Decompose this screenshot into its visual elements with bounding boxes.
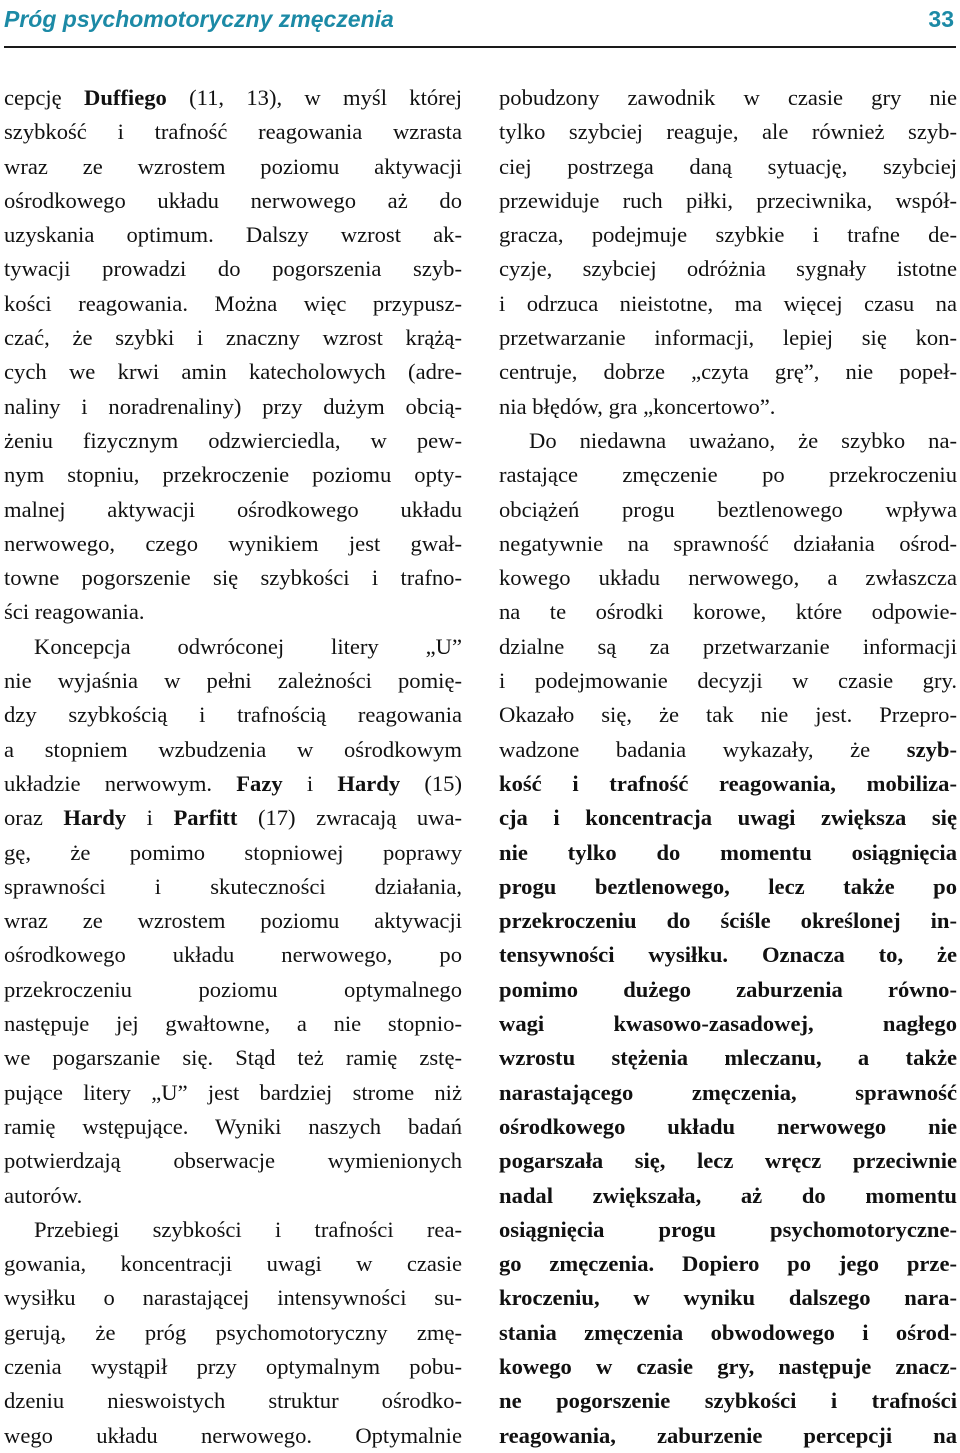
text-run: czenia wystąpił przy optymalnym pobu- — [4, 1353, 462, 1379]
bold-text: cja i koncentracja uwagi zwiększa się — [499, 805, 957, 831]
bold-text: pomimo dużego zaburzenia równo- — [499, 976, 957, 1002]
text-run: tylko szybciej reaguje, ale również szyb- — [499, 119, 957, 145]
text-line — [499, 801, 957, 835]
text-run: nie wyjaśnia w pełni zależności pomię- — [4, 668, 462, 694]
text-line — [499, 218, 957, 252]
text-run: potwierdzają obserwacje wymienionych — [4, 1148, 462, 1174]
bold-text: progu beztlenowego, lecz także po — [499, 873, 957, 899]
text-run: we pogarszanie się. Stąd też ramię zstę- — [4, 1045, 462, 1071]
bold-text: osiągnięcia progu psychomotoryczne- — [499, 1216, 957, 1242]
text-line — [4, 870, 462, 904]
text-line — [4, 1247, 462, 1281]
running-header — [4, 0, 956, 48]
text-line — [499, 938, 957, 972]
bold-text: przekroczeniu do ściśle określonej in- — [499, 908, 957, 934]
text-line — [499, 1247, 957, 1281]
text-line — [499, 836, 957, 870]
text-line — [499, 1419, 957, 1453]
text-run: na te ośrodki korowe, które odpowie- — [499, 599, 957, 625]
bold-text: kość i trafność reagowania, mobiliza- — [499, 770, 957, 796]
text-line — [4, 801, 462, 835]
text-line — [499, 184, 957, 218]
text-run: uzyskania optimum. Dalszy wzrost ak- — [4, 222, 462, 248]
text-run: cych we krwi amin katecholowych (adre- — [4, 359, 462, 385]
right-text-column — [499, 81, 957, 1453]
text-line — [4, 355, 462, 389]
text-run: żeniu fizycznym odzwierciedla, w pew- — [4, 427, 462, 453]
text-line — [4, 1076, 462, 1110]
text-run: nia błędów, gra „koncertowo”. — [499, 393, 776, 419]
text-line — [499, 698, 957, 732]
text-run: wraz ze wzrostem poziomu aktywacji — [4, 153, 462, 179]
text-run: naliny i noradrenaliny) przy dużym obcią- — [4, 393, 462, 419]
text-run: kości reagowania. Można więc przypusz- — [4, 290, 462, 316]
text-run: towne pogorszenie się szybkości i trafno- — [4, 565, 462, 591]
text-run: wego układu nerwowego. Optymalnie — [4, 1422, 462, 1448]
text-line — [4, 1041, 462, 1075]
text-run: następuje jej gwałtowne, a nie stopnio- — [4, 1011, 462, 1037]
text-line — [4, 1316, 462, 1350]
bold-text: nie tylko do momentu osiągnięcia — [499, 839, 957, 865]
text-run: gerują, że próg psychomotoryczny zmę- — [4, 1319, 462, 1345]
text-line — [4, 493, 462, 527]
text-line — [499, 527, 957, 561]
text-line — [499, 561, 957, 595]
text-line — [499, 1110, 957, 1144]
text-line — [499, 733, 957, 767]
text-line — [4, 458, 462, 492]
bold-text: Hardy — [337, 770, 401, 796]
text-line — [499, 81, 957, 115]
text-run: pobudzony zawodnik w czasie gry nie — [499, 85, 957, 110]
text-run: a stopniem wzbudzenia w ośrodkowym — [4, 736, 462, 762]
text-run: (15) — [400, 770, 462, 796]
bold-text: ne pogorszenie szybkości i trafności — [499, 1388, 957, 1414]
text-line — [4, 938, 462, 972]
text-line — [4, 150, 462, 184]
text-line — [4, 836, 462, 870]
bold-text: go zmęczenia. Dopiero po jego prze- — [499, 1251, 957, 1277]
text-run: kowego układu nerwowego, a zwłaszcza — [499, 565, 957, 591]
text-run: negatywnie na sprawność działania ośrod- — [499, 530, 957, 556]
text-line — [4, 973, 462, 1007]
text-line — [4, 904, 462, 938]
text-line — [4, 81, 462, 115]
text-line — [499, 493, 957, 527]
text-line — [4, 630, 462, 664]
text-line — [499, 664, 957, 698]
bold-text: pogarszała się, lecz wręcz przeciwnie — [499, 1148, 957, 1174]
text-run: malnej aktywacji ośrodkowego układu — [4, 496, 462, 522]
text-run: (11, 13), w myśl której — [166, 85, 462, 110]
text-line — [499, 1041, 957, 1075]
text-run: gowania, koncentracji uwagi w czasie — [4, 1251, 462, 1277]
text-run: przewiduje ruch piłki, przeciwnika, współ- — [499, 187, 957, 213]
text-run: pujące litery „U” jest bardziej strome niż — [4, 1079, 462, 1105]
text-line — [499, 1144, 957, 1178]
text-run: sprawności i skuteczności działania, — [4, 873, 462, 899]
text-line — [499, 1350, 957, 1384]
text-line — [4, 1350, 462, 1384]
text-line — [4, 424, 462, 458]
text-run: nerwowego, czego wynikiem jest gwał- — [4, 530, 462, 556]
text-line — [499, 355, 957, 389]
bold-text: Parfitt — [173, 805, 238, 831]
text-run: wysiłku o narastającej intensywności su- — [4, 1285, 462, 1311]
text-run: Przebiegi szybkości i trafności rea- — [34, 1216, 462, 1242]
text-line — [499, 1316, 957, 1350]
text-run: centruje, dobrze „czyta grę”, nie popeł- — [499, 359, 957, 385]
bold-text: Fazy — [236, 770, 283, 796]
left-text-column — [4, 81, 462, 1453]
text-line — [499, 1179, 957, 1213]
text-run: ośrodkowego układu nerwowego, po — [4, 942, 462, 968]
text-run: czać, że szybki i znaczny wzrost krążą- — [4, 325, 462, 351]
text-line — [499, 595, 957, 629]
text-line — [499, 150, 957, 184]
text-line — [499, 424, 957, 458]
text-run: cepcję — [4, 85, 84, 110]
text-run: rastające zmęczenie po przekroczeniu — [499, 462, 957, 488]
text-line — [499, 458, 957, 492]
text-line — [499, 1281, 957, 1315]
text-run: gracza, podejmuje szybkie i trafne de- — [499, 222, 957, 248]
text-run: oraz — [4, 805, 64, 831]
text-line — [499, 630, 957, 664]
text-run: obciążeń progu beztlenowego wpływa — [499, 496, 957, 522]
text-line — [4, 184, 462, 218]
text-line — [499, 1384, 957, 1418]
text-run: ści reagowania. — [4, 599, 145, 625]
text-run: przetwarzanie informacji, lepiej się kon- — [499, 325, 957, 351]
text-line — [4, 1419, 462, 1453]
text-run: autorów. — [4, 1182, 83, 1208]
text-run: gę, że pomimo stopniowej poprawy — [4, 839, 462, 865]
text-line — [4, 733, 462, 767]
text-line — [4, 698, 462, 732]
bold-text: nadal zwiększała, aż do momentu — [499, 1182, 957, 1208]
text-line — [4, 1144, 462, 1178]
text-line — [4, 1007, 462, 1041]
bold-text: szyb- — [906, 736, 957, 762]
text-run: ramię wstępujące. Wyniki naszych badań — [4, 1113, 462, 1139]
text-line — [4, 1110, 462, 1144]
bold-text: Duffiego — [84, 85, 167, 110]
text-run: Koncepcja odwróconej litery „U” — [34, 633, 462, 659]
text-run: układzie nerwowym. — [4, 770, 237, 796]
text-line — [499, 904, 957, 938]
text-line — [499, 1007, 957, 1041]
text-run: Okazało się, że tak nie jest. Przepro- — [499, 702, 957, 728]
text-line — [499, 115, 957, 149]
bold-text: stania zmęczenia obwodowego i ośrod- — [499, 1319, 957, 1345]
text-run: nym stopniu, przekroczenie poziomu opty- — [4, 462, 462, 488]
text-line — [499, 321, 957, 355]
text-line — [499, 390, 957, 424]
text-line — [499, 870, 957, 904]
text-line — [4, 321, 462, 355]
bold-text: Oznacza to, że — [761, 942, 957, 968]
text-run: dzialne są za przetwarzanie informacji — [499, 633, 957, 659]
text-line — [4, 115, 462, 149]
text-line — [4, 595, 462, 629]
text-run: ciej postrzega daną sytuację, szybciej — [499, 153, 957, 179]
text-line — [4, 664, 462, 698]
text-line — [4, 252, 462, 286]
bold-text: narastającego zmęczenia, sprawność — [499, 1079, 957, 1105]
text-run: i — [126, 805, 174, 831]
bold-text: ośrodkowego układu nerwowego nie — [499, 1113, 957, 1139]
text-run: i — [282, 770, 338, 796]
text-run: wadzone badania wykazały, że — [499, 736, 907, 762]
text-line — [4, 767, 462, 801]
text-line — [4, 1384, 462, 1418]
bold-text: wzrostu stężenia mleczanu, a także — [499, 1045, 957, 1071]
bold-text: tensywności wysiłku. — [499, 942, 729, 968]
text-run: (17) zwracają uwa- — [237, 805, 462, 831]
text-line — [4, 287, 462, 321]
text-line — [4, 1281, 462, 1315]
text-line — [4, 218, 462, 252]
running-title: Próg psychomotoryczny zmęczenia — [4, 6, 394, 32]
text-run: dzeniu nieswoistych struktur ośrodko- — [4, 1388, 462, 1414]
bold-text: kroczeniu, w wyniku dalszego nara- — [499, 1285, 957, 1311]
text-run: szybkość i trafność reagowania wzrasta — [4, 119, 462, 145]
text-line — [4, 527, 462, 561]
text-line — [4, 561, 462, 595]
text-run: cyzje, szybciej odróżnia sygnały istotne — [499, 256, 957, 282]
text-line — [499, 1213, 957, 1247]
text-line — [499, 287, 957, 321]
text-line — [4, 1213, 462, 1247]
text-run: przekroczeniu poziomu optymalnego — [4, 976, 462, 1002]
text-line — [4, 390, 462, 424]
text-run: wraz ze wzrostem poziomu aktywacji — [4, 908, 462, 934]
text-line — [499, 252, 957, 286]
text-run: i podejmowanie decyzji w czasie gry. — [499, 668, 957, 694]
text-line — [499, 973, 957, 1007]
text-line — [4, 1179, 462, 1213]
text-run: i odrzuca nieistotne, ma więcej czasu na — [499, 290, 957, 316]
bold-text: Hardy — [63, 805, 127, 831]
text-run: Do niedawna uważano, że szybko na- — [529, 427, 957, 453]
text-run: tywacji prowadzi do pogorszenia szyb- — [4, 256, 462, 282]
bold-text: reagowania, zaburzenie percepcji na — [499, 1422, 957, 1448]
text-run: dzy szybkością i trafnością reagowania — [4, 702, 462, 728]
text-line — [499, 1076, 957, 1110]
bold-text: kowego w czasie gry, następuje znacz- — [499, 1353, 957, 1379]
text-run — [728, 942, 762, 967]
page-number: 33 — [928, 6, 954, 32]
text-line — [499, 767, 957, 801]
bold-text: wagi kwasowo-zasadowej, nagłego — [499, 1011, 957, 1037]
text-run: ośrodkowego układu nerwowego aż do — [4, 187, 462, 213]
